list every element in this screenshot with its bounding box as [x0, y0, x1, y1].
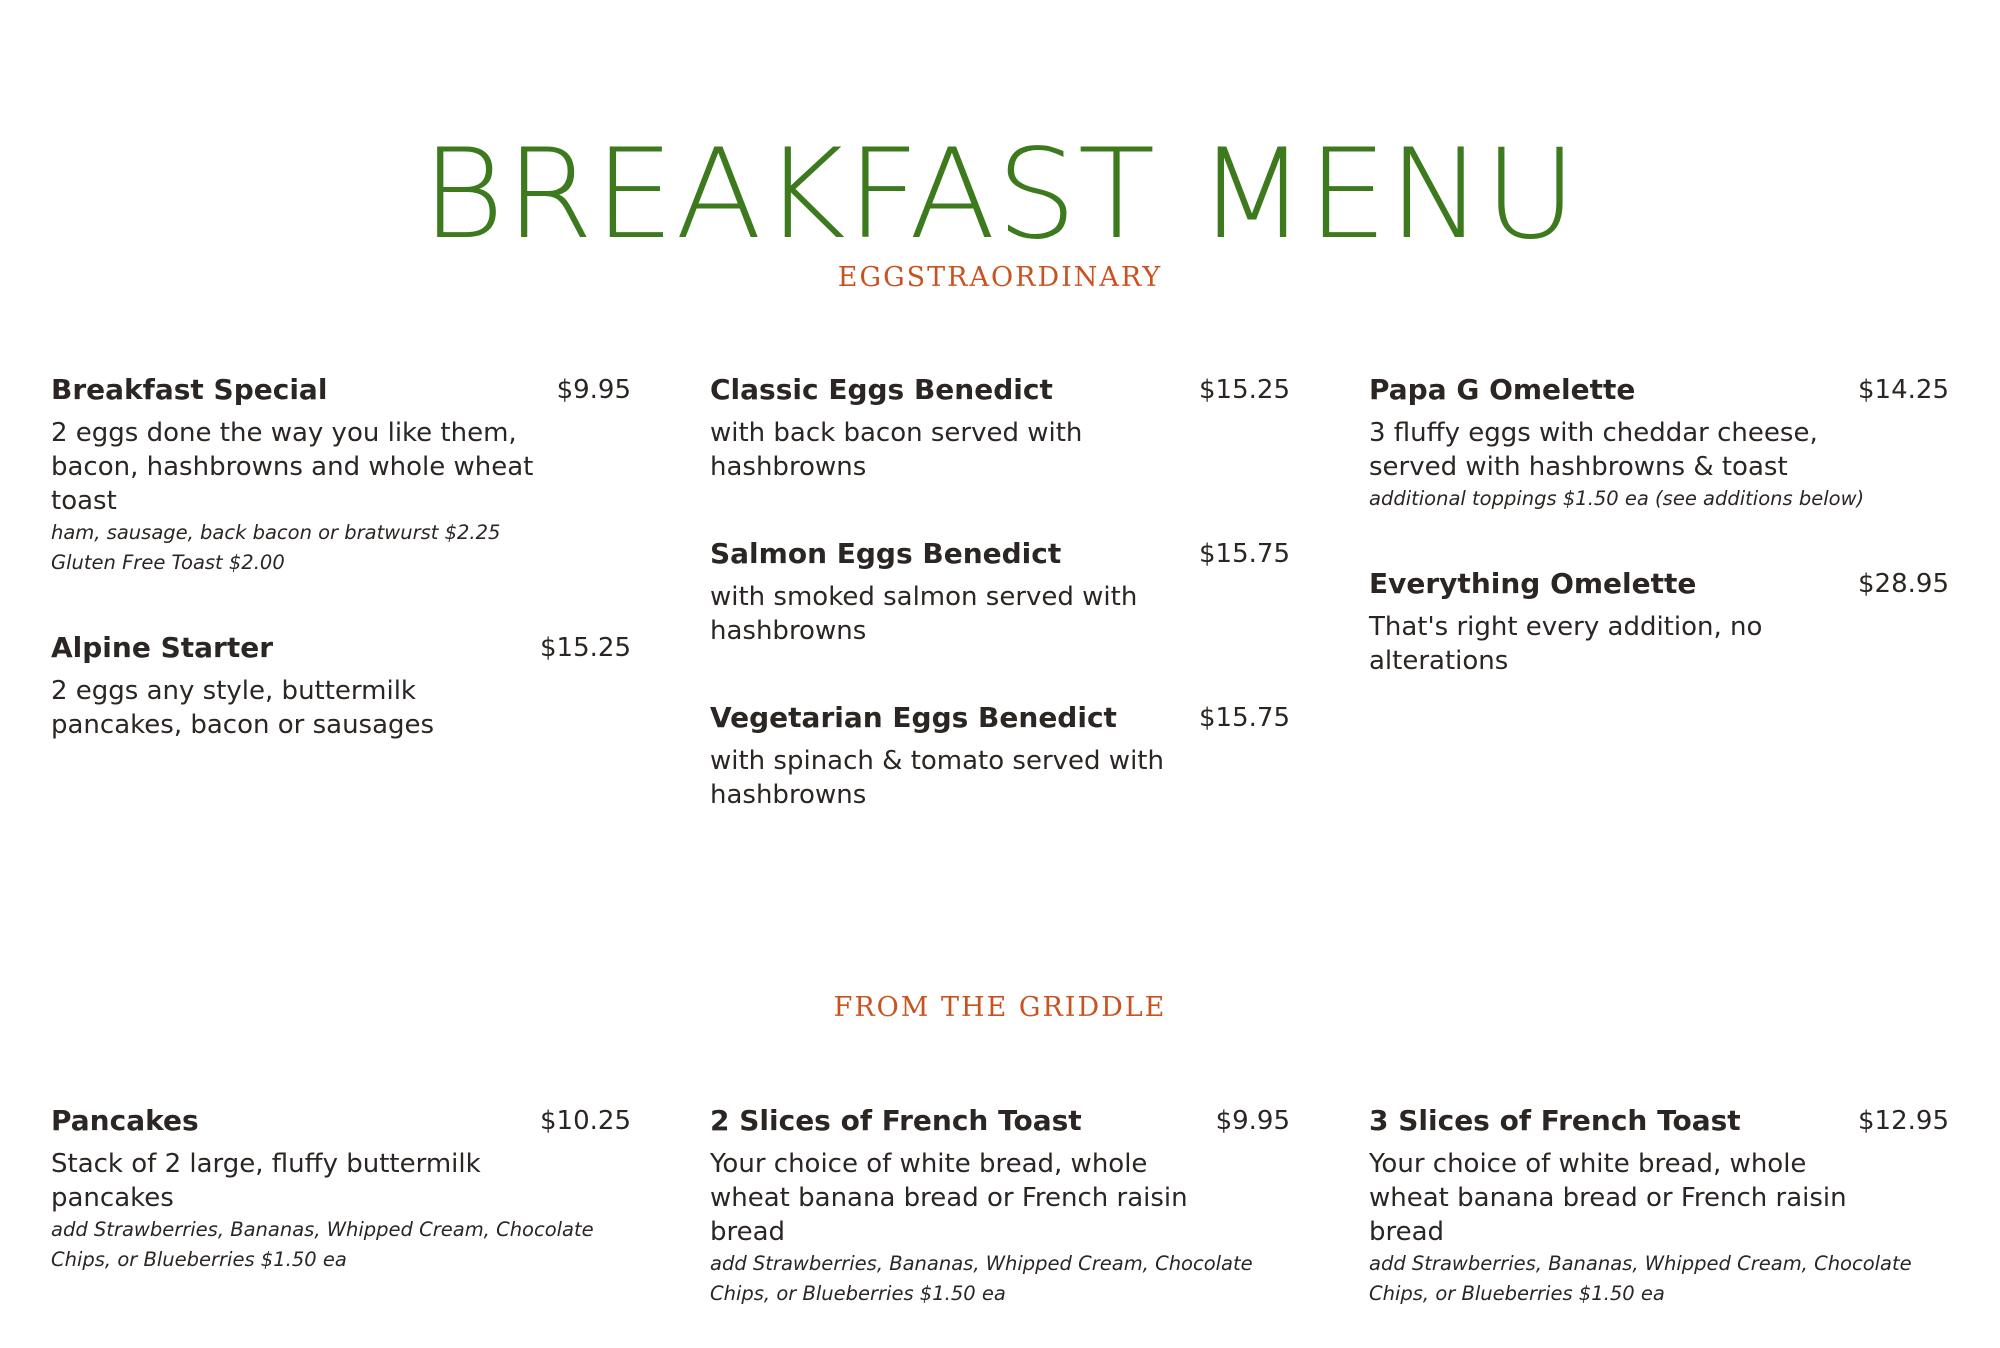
item-price: $9.95 — [1215, 1106, 1290, 1136]
menu-item — [51, 626, 631, 742]
item-price: $15.25 — [540, 633, 631, 663]
menu-item — [1369, 562, 1949, 678]
item-note-line: Chips, or Blueberries $1.50 ea — [1369, 1282, 1665, 1305]
item-note — [51, 1215, 631, 1275]
section-heading-from-the-griddle: FROM THE GRIDDLE — [833, 992, 1167, 1023]
item-price: $28.95 — [1858, 569, 1949, 599]
item-note-line: add Strawberries, Bananas, Whipped Cream, Chocolate — [51, 1218, 594, 1241]
item-note-line: Gluten Free Toast $2.00 — [51, 551, 285, 574]
item-description: 2 eggs done the way you like them, bacon, hashbrowns and whole wheat toast — [51, 418, 534, 516]
item-name: Papa G Omelette — [1369, 373, 1636, 406]
item-name: 3 Slices of French Toast — [1369, 1104, 1741, 1137]
item-name: Everything Omelette — [1369, 567, 1697, 600]
item-note-line: additional toppings $1.50 ea (see additions below) — [1369, 487, 1865, 510]
item-description: with back bacon served with hashbrowns — [710, 418, 1083, 482]
item-price: $15.75 — [1199, 539, 1290, 569]
item-price: $15.25 — [1199, 375, 1290, 405]
item-name: Pancakes — [51, 1104, 199, 1137]
item-description: Your choice of white bread, whole wheat banana bread or French raisin bread — [1369, 1149, 1847, 1247]
item-name: 2 Slices of French Toast — [710, 1104, 1082, 1137]
item-name: Classic Eggs Benedict — [710, 373, 1053, 406]
menu-item — [1369, 1099, 1949, 1309]
menu-item — [710, 368, 1290, 484]
section-heading-eggstraordinary: EGGSTRAORDINARY — [837, 262, 1163, 293]
menu-title: BREAKFAST MENU — [421, 123, 1579, 268]
item-description: 3 fluffy eggs with cheddar cheese, served with hashbrowns & toast — [1369, 418, 1818, 482]
item-description: with smoked salmon served with hashbrowns — [710, 582, 1138, 646]
menu-item — [1369, 368, 1949, 514]
item-description: That's right every addition, no alterations — [1369, 612, 1763, 676]
item-description: Your choice of white bread, whole wheat banana bread or French raisin bread — [710, 1149, 1188, 1247]
item-note-line: add Strawberries, Bananas, Whipped Cream, Chocolate — [1369, 1252, 1912, 1275]
menu-item — [51, 1099, 631, 1275]
item-name: Salmon Eggs Benedict — [710, 537, 1062, 570]
item-name: Alpine Starter — [51, 631, 274, 664]
item-name: Vegetarian Eggs Benedict — [710, 701, 1117, 734]
menu-item — [51, 368, 631, 578]
item-note — [51, 518, 631, 578]
item-note — [710, 1249, 1290, 1309]
item-note-line: add Strawberries, Bananas, Whipped Cream, Chocolate — [710, 1252, 1253, 1275]
item-note-line: ham, sausage, back bacon or bratwurst $2.25 — [51, 521, 501, 544]
menu-item — [710, 532, 1290, 648]
item-price: $9.95 — [556, 375, 631, 405]
item-price: $12.95 — [1858, 1106, 1949, 1136]
menu-item — [710, 1099, 1290, 1309]
item-description: Stack of 2 large, fluffy buttermilk pancakes — [51, 1149, 481, 1213]
item-note-line: Chips, or Blueberries $1.50 ea — [51, 1248, 347, 1271]
item-price: $15.75 — [1199, 703, 1290, 733]
item-price: $10.25 — [540, 1106, 631, 1136]
item-description: 2 eggs any style, buttermilk pancakes, bacon or sausages — [51, 676, 435, 740]
menu-item — [710, 696, 1290, 812]
item-name: Breakfast Special — [51, 373, 328, 406]
item-note-line: Chips, or Blueberries $1.50 ea — [710, 1282, 1006, 1305]
item-note — [1369, 1249, 1949, 1309]
item-description: with spinach & tomato served with hashbrowns — [710, 746, 1164, 810]
item-note — [1369, 484, 1949, 514]
item-price: $14.25 — [1858, 375, 1949, 405]
